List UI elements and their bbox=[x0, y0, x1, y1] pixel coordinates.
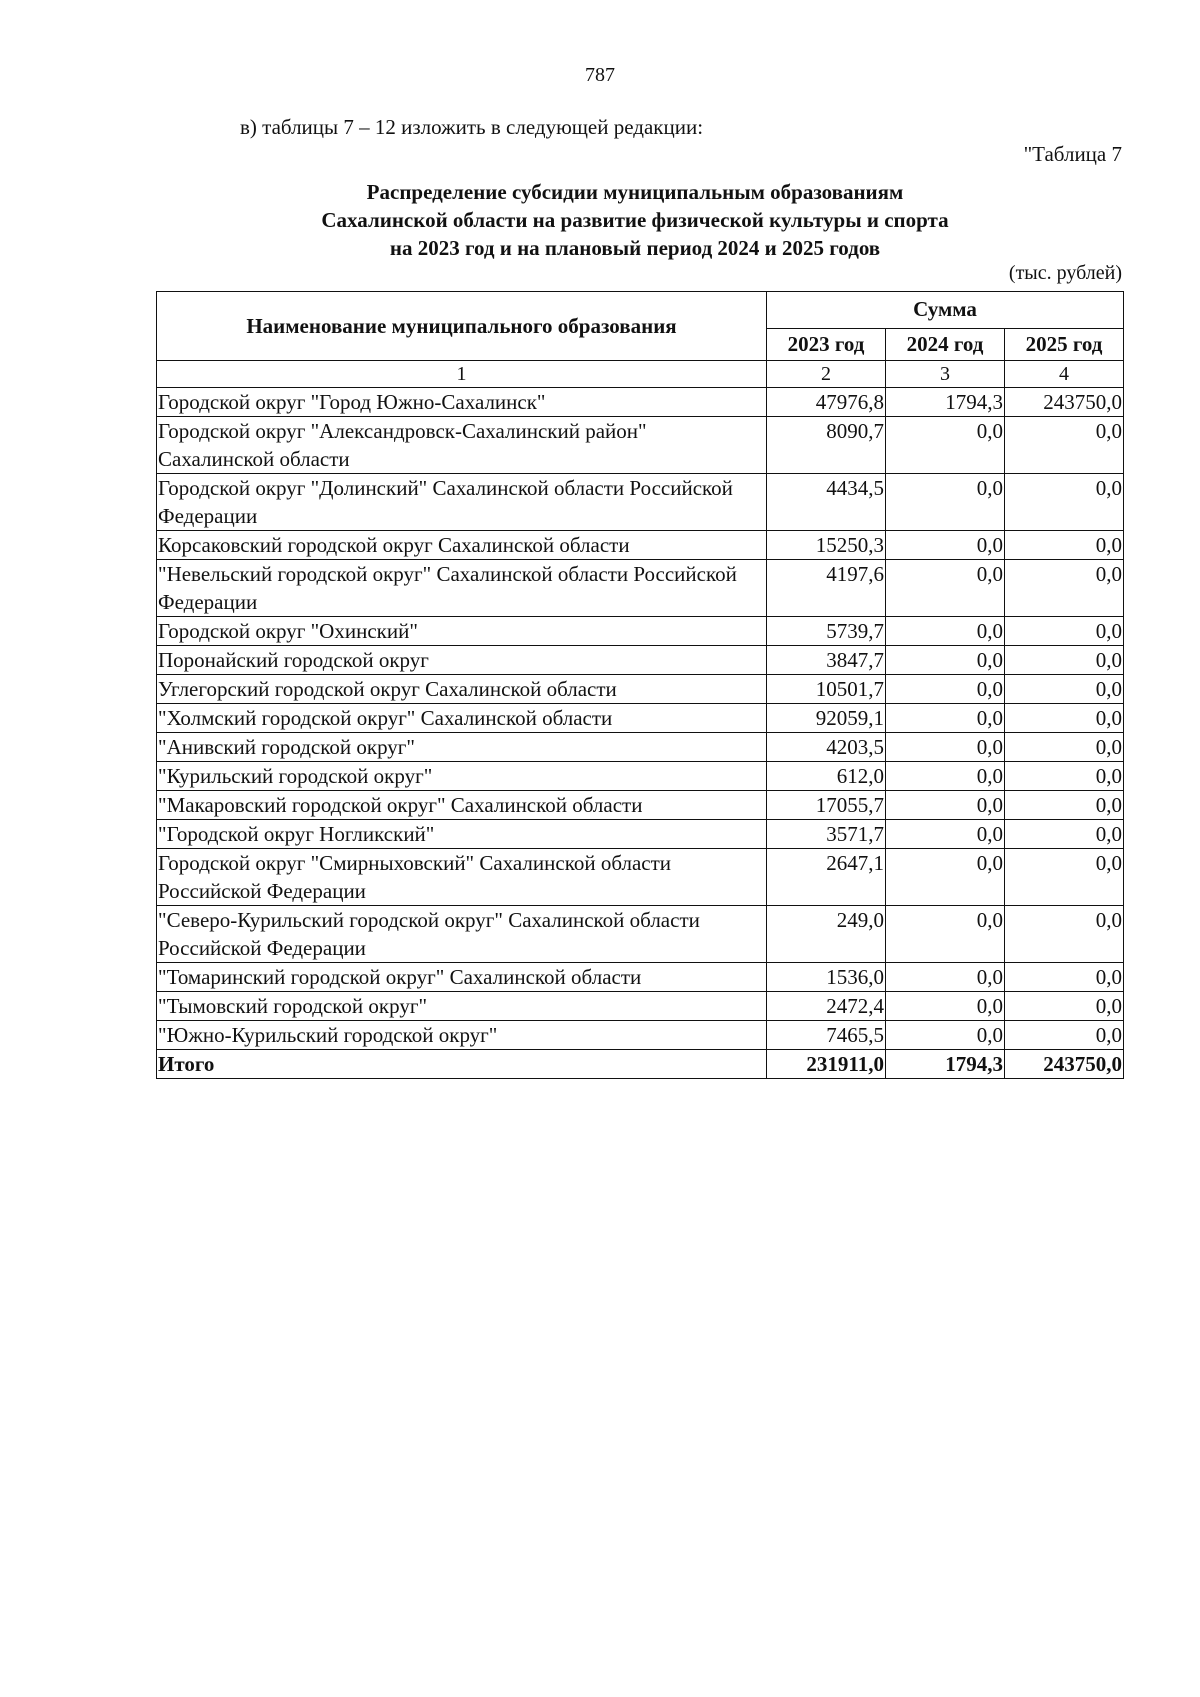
units-label: (тыс. рублей) bbox=[1008, 262, 1122, 284]
amount-2024: 0,0 bbox=[886, 675, 1005, 704]
title-line: Сахалинской области на развитие физической культуры и спорта bbox=[321, 208, 949, 232]
table-title bbox=[160, 178, 1110, 262]
header-year: 2025 год bbox=[1005, 328, 1124, 360]
amount-2024: 0,0 bbox=[886, 417, 1005, 474]
amount-2023: 47976,8 bbox=[767, 388, 886, 417]
amount-2023: 15250,3 bbox=[767, 531, 886, 560]
header-year: 2023 год bbox=[767, 328, 886, 360]
municipality-name: "Анивский городской округ" bbox=[157, 733, 767, 762]
amount-2023: 8090,7 bbox=[767, 417, 886, 474]
amount-2023: 4203,5 bbox=[767, 733, 886, 762]
header-name: Наименование муниципального образования bbox=[157, 292, 767, 361]
amount-2024: 0,0 bbox=[886, 820, 1005, 849]
municipality-name: Городской округ "Долинский" Сахалинской области Российской Федерации bbox=[157, 474, 767, 531]
amount-2024: 0,0 bbox=[886, 992, 1005, 1021]
table-row bbox=[157, 417, 1124, 474]
amount-2023: 10501,7 bbox=[767, 675, 886, 704]
total-label: Итого bbox=[157, 1050, 767, 1079]
amount-2025: 0,0 bbox=[1005, 849, 1124, 906]
amount-2025: 0,0 bbox=[1005, 474, 1124, 531]
page-number: 787 bbox=[585, 64, 615, 86]
municipality-name: Городской округ "Охинский" bbox=[157, 617, 767, 646]
table-row bbox=[157, 531, 1124, 560]
subsidy-table bbox=[156, 291, 1124, 1079]
amount-2024: 0,0 bbox=[886, 646, 1005, 675]
municipality-name: Корсаковский городской округ Сахалинской области bbox=[157, 531, 767, 560]
table-row bbox=[157, 733, 1124, 762]
amount-2025: 0,0 bbox=[1005, 1021, 1124, 1050]
table-row bbox=[157, 791, 1124, 820]
amount-2025: 243750,0 bbox=[1005, 388, 1124, 417]
table-row bbox=[157, 1021, 1124, 1050]
municipality-name: "Курильский городской округ" bbox=[157, 762, 767, 791]
table-body bbox=[157, 388, 1124, 1079]
column-number: 4 bbox=[1005, 361, 1124, 388]
amount-2024: 0,0 bbox=[886, 474, 1005, 531]
table-row bbox=[157, 906, 1124, 963]
table-row bbox=[157, 675, 1124, 704]
column-number: 3 bbox=[886, 361, 1005, 388]
amount-2024: 0,0 bbox=[886, 531, 1005, 560]
table-row bbox=[157, 963, 1124, 992]
table-row bbox=[157, 474, 1124, 531]
amount-2025: 0,0 bbox=[1005, 762, 1124, 791]
municipality-name: "Томаринский городской округ" Сахалинской области bbox=[157, 963, 767, 992]
municipality-name: Городской округ "Александровск-Сахалинский район" Сахалинской области bbox=[157, 417, 767, 474]
amount-2024: 0,0 bbox=[886, 762, 1005, 791]
municipality-name: "Холмский городской округ" Сахалинской области bbox=[157, 704, 767, 733]
municipality-name: Углегорский городской округ Сахалинской области bbox=[157, 675, 767, 704]
amount-2024: 0,0 bbox=[886, 849, 1005, 906]
amount-2025: 0,0 bbox=[1005, 992, 1124, 1021]
amount-2023: 7465,5 bbox=[767, 1021, 886, 1050]
table-row bbox=[157, 992, 1124, 1021]
amount-2024: 1794,3 bbox=[886, 1050, 1005, 1079]
municipality-name: Городской округ "Город Южно-Сахалинск" bbox=[157, 388, 767, 417]
amount-2025: 0,0 bbox=[1005, 963, 1124, 992]
amount-2025: 0,0 bbox=[1005, 906, 1124, 963]
amount-2025: 0,0 bbox=[1005, 733, 1124, 762]
table-row bbox=[157, 646, 1124, 675]
table-row bbox=[157, 704, 1124, 733]
amount-2024: 0,0 bbox=[886, 963, 1005, 992]
table-row bbox=[157, 820, 1124, 849]
column-number: 2 bbox=[767, 361, 886, 388]
amount-2025: 0,0 bbox=[1005, 531, 1124, 560]
table-row bbox=[157, 388, 1124, 417]
municipality-name: Поронайский городской округ bbox=[157, 646, 767, 675]
title-line: Распределение субсидии муниципальным образованиям bbox=[366, 180, 904, 204]
amount-2023: 17055,7 bbox=[767, 791, 886, 820]
amount-2023: 612,0 bbox=[767, 762, 886, 791]
amount-2023: 5739,7 bbox=[767, 617, 886, 646]
amount-2025: 0,0 bbox=[1005, 417, 1124, 474]
title-line: на 2023 год и на плановый период 2024 и 2025 годов bbox=[389, 236, 881, 260]
amount-2024: 0,0 bbox=[886, 733, 1005, 762]
amount-2025: 0,0 bbox=[1005, 560, 1124, 617]
amount-2023: 2472,4 bbox=[767, 992, 886, 1021]
municipality-name: "Городской округ Ногликский" bbox=[157, 820, 767, 849]
table-row bbox=[157, 849, 1124, 906]
amount-2024: 0,0 bbox=[886, 560, 1005, 617]
header-sum: Сумма bbox=[767, 292, 1124, 329]
amount-2023: 2647,1 bbox=[767, 849, 886, 906]
amount-2025: 0,0 bbox=[1005, 617, 1124, 646]
amount-2025: 243750,0 bbox=[1005, 1050, 1124, 1079]
amount-2024: 0,0 bbox=[886, 617, 1005, 646]
amount-2023: 231911,0 bbox=[767, 1050, 886, 1079]
municipality-name: "Южно-Курильский городской округ" bbox=[157, 1021, 767, 1050]
amount-2024: 0,0 bbox=[886, 791, 1005, 820]
amount-2025: 0,0 bbox=[1005, 646, 1124, 675]
table-header bbox=[157, 292, 1124, 388]
total-row bbox=[157, 1050, 1124, 1079]
amount-2024: 0,0 bbox=[886, 1021, 1005, 1050]
amount-2023: 3847,7 bbox=[767, 646, 886, 675]
header-year: 2024 год bbox=[886, 328, 1005, 360]
amount-2025: 0,0 bbox=[1005, 675, 1124, 704]
amount-2023: 4434,5 bbox=[767, 474, 886, 531]
intro-text: в) таблицы 7 – 12 изложить в следующей редакции: bbox=[240, 115, 704, 139]
amount-2024: 0,0 bbox=[886, 906, 1005, 963]
table-row bbox=[157, 762, 1124, 791]
amount-2023: 92059,1 bbox=[767, 704, 886, 733]
municipality-name: "Тымовский городской округ" bbox=[157, 992, 767, 1021]
amount-2025: 0,0 bbox=[1005, 791, 1124, 820]
table-row bbox=[157, 560, 1124, 617]
amount-2023: 249,0 bbox=[767, 906, 886, 963]
municipality-name: "Невельский городской округ" Сахалинской области Российской Федерации bbox=[157, 560, 767, 617]
municipality-name: "Макаровский городской округ" Сахалинской области bbox=[157, 791, 767, 820]
municipality-name: "Северо-Курильский городской округ" Сахалинской области Российской Федерации bbox=[157, 906, 767, 963]
table-label: "Таблица 7 bbox=[1023, 142, 1122, 166]
amount-2023: 4197,6 bbox=[767, 560, 886, 617]
amount-2024: 0,0 bbox=[886, 704, 1005, 733]
amount-2025: 0,0 bbox=[1005, 704, 1124, 733]
column-number: 1 bbox=[157, 361, 767, 388]
municipality-name: Городской округ "Смирныховский" Сахалинской области Российской Федерации bbox=[157, 849, 767, 906]
table-row bbox=[157, 617, 1124, 646]
amount-2023: 1536,0 bbox=[767, 963, 886, 992]
amount-2025: 0,0 bbox=[1005, 820, 1124, 849]
amount-2024: 1794,3 bbox=[886, 388, 1005, 417]
amount-2023: 3571,7 bbox=[767, 820, 886, 849]
